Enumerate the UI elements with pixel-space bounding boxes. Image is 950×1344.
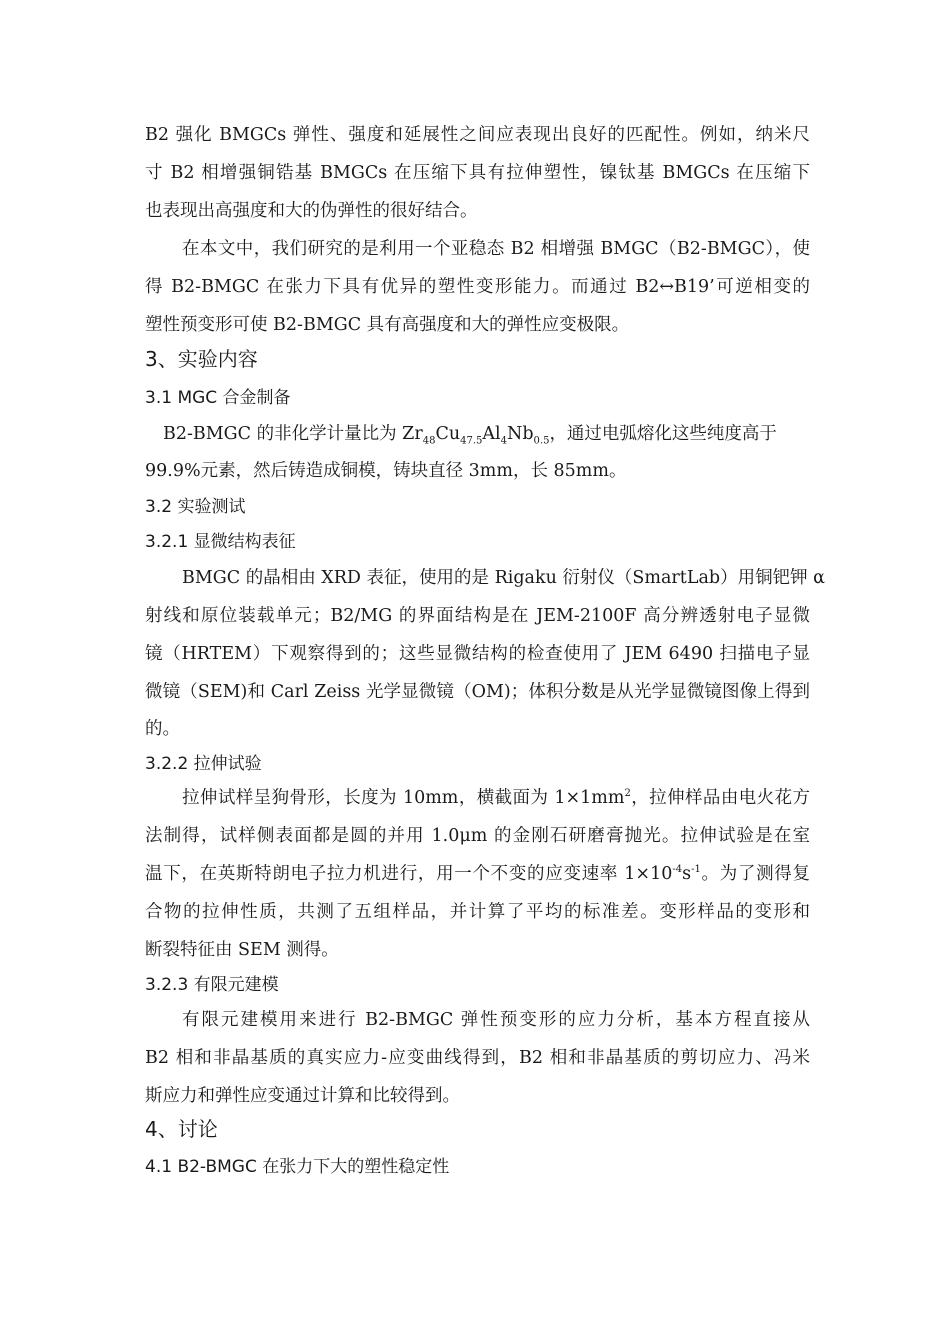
section-4-heading: 4、讨论	[145, 1117, 218, 1141]
al-subscript: 4	[500, 435, 508, 447]
microstructure-line-5: 的。	[145, 719, 180, 739]
alloy-line-2: 99.9%元素，然后铸造成铜模，铸块直径 3mm，长 85mm。	[145, 461, 627, 481]
tensile-line-4: 合物的拉伸性质，共测了五组样品，并计算了平均的标准差。变形样品的变形和	[145, 902, 810, 922]
intro-line-5: 得 B2-BMGC 在张力下具有优异的塑性变形能力。而通过 B2↔B19’可逆相变的	[145, 277, 810, 297]
section-3-heading: 3、实验内容	[145, 347, 258, 371]
cu-subscript: 47.5	[460, 435, 483, 447]
exp-superscript-2: -1	[691, 864, 701, 876]
intro-line-1: B2 强化 BMGCs 弹性、强度和延展性之间应表现出良好的匹配性。例如，纳米尺	[145, 125, 810, 145]
tensile-line-3	[145, 862, 810, 886]
tensile-line-3-text-b: 。为了测得复	[700, 864, 810, 884]
tensile-line-5: 断裂特征由 SEM 测得。	[145, 940, 339, 960]
fem-line-1: 有限元建模用来进行 B2-BMGC 弹性预变形的应力分析，基本方程直接从	[182, 1010, 810, 1030]
alloy-text-suffix: ，通过电弧熔化这些纯度高于	[549, 424, 777, 444]
section-3-2-2-heading: 3.2.2 拉伸试验	[145, 754, 262, 774]
seconds-unit: s	[682, 864, 692, 884]
section-3-2-1-heading: 3.2.1 显微结构表征	[145, 532, 296, 552]
exp-superscript-1: -4	[672, 864, 683, 876]
fem-line-3: 斯应力和弹性应变通过计算和比较得到。	[145, 1086, 460, 1106]
cu-label: Cu	[435, 424, 461, 444]
nb-subscript: 0.5	[533, 435, 550, 447]
mm2-superscript: 2	[624, 788, 631, 800]
section-4-1-heading: 4.1 B2-BMGC 在张力下大的塑性稳定性	[145, 1157, 450, 1177]
alloy-text-prefix: B2-BMGC 的非化学计量比为 Zr	[163, 424, 423, 444]
section-3-2-heading: 3.2 实验测试	[145, 497, 246, 517]
microstructure-line-3: 镜（HRTEM）下观察得到的；这些显微结构的检查使用了 JEM 6490 扫描电子显	[145, 644, 810, 664]
tensile-line-1-text-b: ，拉伸样品由电火花方	[630, 788, 810, 808]
microstructure-line-1: BMGC 的晶相由 XRD 表征，使用的是 Rigaku 衍射仪（SmartLab）用铜钯钾 α	[182, 568, 825, 588]
tensile-line-2: 法制得，试样侧表面都是圆的并用 1.0μm 的金刚石研磨膏抛光。拉伸试验是在室	[145, 826, 810, 846]
alloy-composition-line	[163, 422, 810, 446]
intro-line-3: 也表现出高强度和大的伪弹性的很好结合。	[145, 201, 478, 221]
tensile-line-1-text-a: 拉伸试样呈狗骨形，长度为 10mm，横截面为 1×1mm	[182, 788, 625, 808]
al-label: Al	[482, 424, 501, 444]
tensile-line-3-text-a: 温下，在英斯特朗电子拉力机进行，用一个不变的应变速率 1×10	[145, 864, 673, 884]
intro-line-6: 塑性预变形可使 B2-BMGC 具有高强度和大的弹性应变极限。	[145, 315, 630, 335]
tensile-line-1	[182, 786, 810, 810]
zr-subscript: 48	[422, 435, 436, 447]
nb-label: Nb	[507, 424, 534, 444]
intro-line-2: 寸 B2 相增强铜锆基 BMGCs 在压缩下具有拉伸塑性，镍钛基 BMGCs 在压缩下	[145, 163, 810, 183]
section-3-1-heading: 3.1 MGC 合金制备	[145, 388, 291, 408]
microstructure-line-4: 微镜（SEM)和 Carl Zeiss 光学显微镜（OM)；体积分数是从光学显微镜图像上得到	[145, 682, 810, 702]
microstructure-line-2: 射线和原位装载单元；B2/MG 的界面结构是在 JEM-2100F 高分辨透射电子显微	[145, 606, 810, 626]
section-3-2-3-heading: 3.2.3 有限元建模	[145, 975, 279, 995]
intro-line-4: 在本文中，我们研究的是利用一个亚稳态 B2 相增强 BMGC（B2-BMGC），使	[182, 239, 810, 259]
fem-line-2: B2 相和非晶基质的真实应力-应变曲线得到，B2 相和非晶基质的剪切应力、冯米	[145, 1048, 810, 1068]
